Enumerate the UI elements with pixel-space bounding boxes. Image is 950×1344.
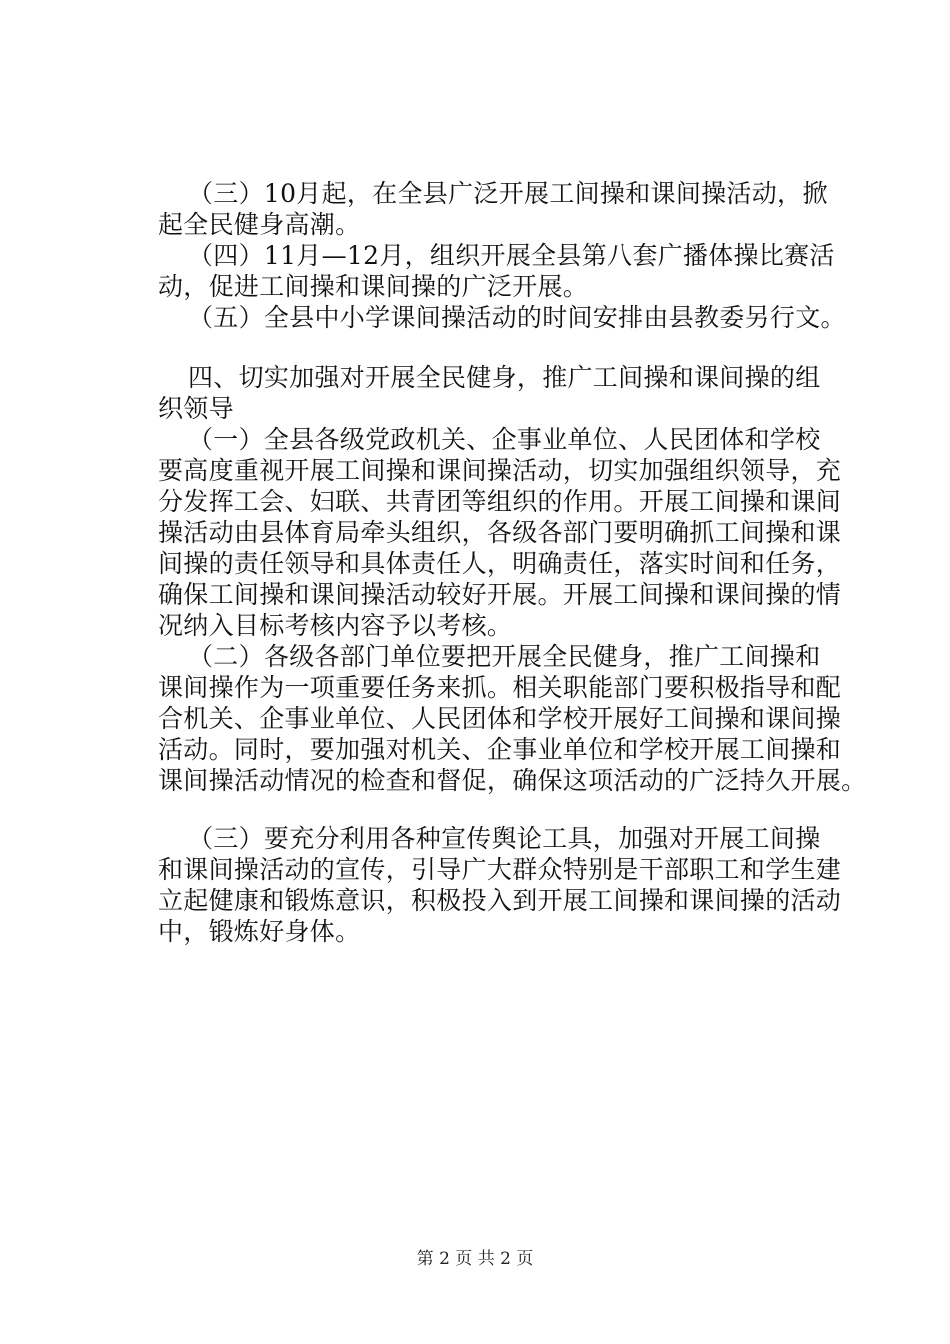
- paragraph-line: （一）全县各级党政机关、企事业单位、人民团体和学校: [188, 425, 821, 454]
- paragraph-line: （三）10月起，在全县广泛开展工间操和课间操活动，掀: [188, 179, 828, 208]
- paragraph-line: 课间操作为一项重要任务来抓。相关职能部门要积极指导和配: [158, 673, 842, 702]
- paragraph-line: 起全民健身高潮。: [158, 210, 361, 239]
- paragraph-line: 中，锻炼好身体。: [158, 917, 361, 946]
- paragraph-line: 活动。同时，要加强对机关、企事业单位和学校开展工间操和: [158, 735, 842, 764]
- paragraph-line: （五）全县中小学课间操活动的时间安排由县教委另行文。: [188, 303, 846, 332]
- paragraph-line: 要高度重视开展工间操和课间操活动，切实加强组织领导，充: [158, 456, 842, 485]
- paragraph-line: 分发挥工会、妇联、共青团等组织的作用。开展工间操和课间: [158, 487, 842, 516]
- paragraph-line: 合机关、企事业单位、人民团体和学校开展好工间操和课间操: [158, 704, 842, 733]
- paragraph-line: （三）要充分利用各种宣传舆论工具，加强对开展工间操: [188, 824, 821, 853]
- paragraph-line: 动，促进工间操和课间操的广泛开展。: [158, 272, 589, 301]
- section-heading: 织领导: [158, 394, 234, 423]
- paragraph-line: 间操的责任领导和具体责任人，明确责任，落实时间和任务，: [158, 549, 842, 578]
- paragraph-line: 况纳入目标考核内容予以考核。: [158, 611, 513, 640]
- paragraph-line: （四）11月—12月，组织开展全县第八套广播体操比赛活: [188, 241, 835, 270]
- paragraph-line: 立起健康和锻炼意识，积极投入到开展工间操和课间操的活动: [158, 886, 842, 915]
- paragraph-line: 课间操活动情况的检查和督促，确保这项活动的广泛持久开展。: [158, 766, 867, 795]
- paragraph-line: 和课间操活动的宣传，引导广大群众特别是干部职工和学生建: [158, 855, 842, 884]
- paragraph-line: （二）各级各部门单位要把开展全民健身，推广工间操和: [188, 642, 821, 671]
- page-footer: 第 2 页 共 2 页: [416, 1249, 534, 1269]
- section-heading: 四、切实加强对开展全民健身，推广工间操和课间操的组: [188, 363, 821, 392]
- paragraph-line: 确保工间操和课间操活动较好开展。开展工间操和课间操的情: [158, 580, 842, 609]
- paragraph-line: 操活动由县体育局牵头组织，各级各部门要明确抓工间操和课: [158, 518, 842, 547]
